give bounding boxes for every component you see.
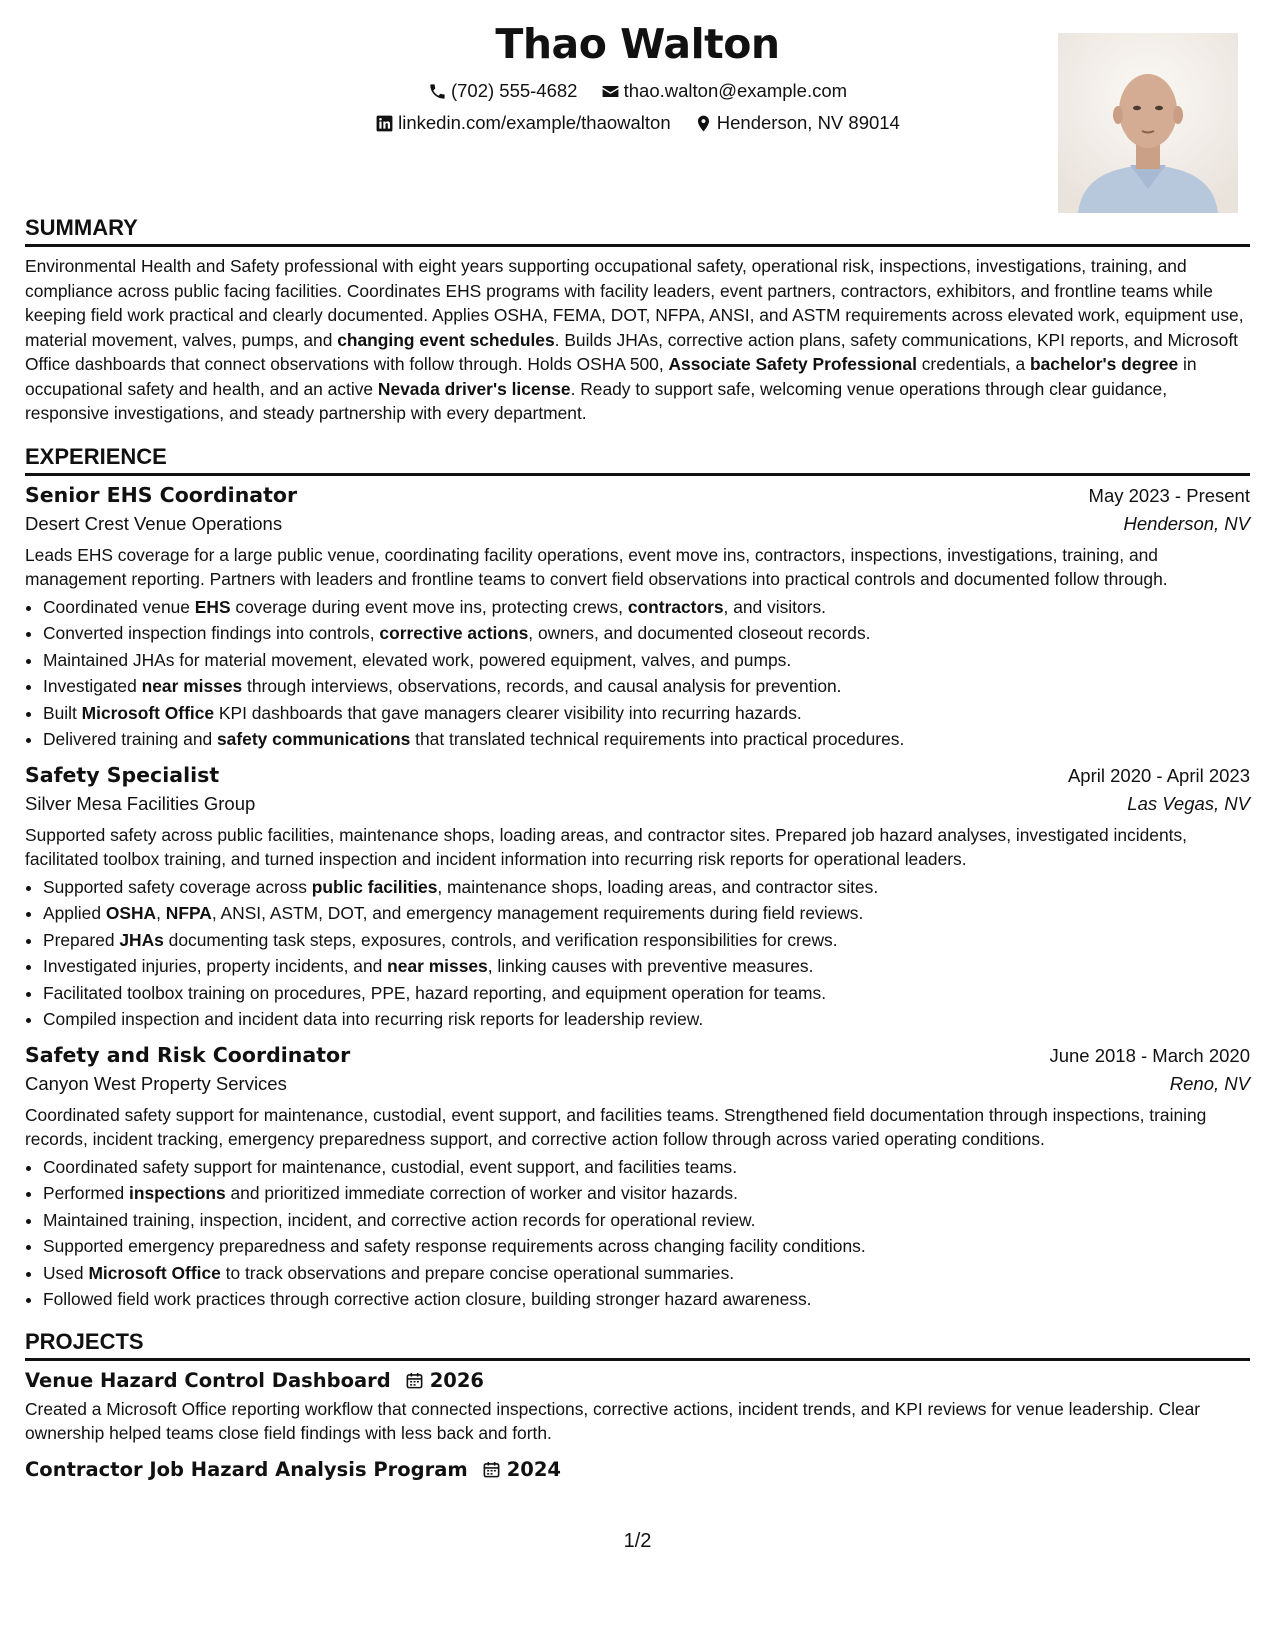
job-entry (25, 763, 1250, 1033)
bold-phrase: Nevada driver's license (377, 378, 571, 399)
job-bullet: • Investigated injuries, property incidents, and near misses, linking causes with preventive measures. (43, 953, 1250, 980)
resume-header (25, 0, 1250, 215)
bold-phrase: changing event schedules (337, 329, 555, 350)
page-number: 1/2 (623, 1530, 652, 1552)
location-text: Henderson, NV 89014 (716, 112, 900, 133)
job-bullet: • Supported emergency preparedness and safety response requirements across changing facility conditions. (43, 1233, 1250, 1260)
job-bullet: • Applied OSHA, NFPA, ANSI, ASTM, DOT, and emergency management requirements during field reviews. (43, 900, 1250, 927)
job-bullet: • Performed inspections and prioritized immediate correction of worker and visitor hazards. (43, 1180, 1250, 1207)
project-year: 2024 (506, 1457, 561, 1481)
linkedin-icon (375, 114, 394, 133)
summary-section (25, 215, 1250, 426)
summary-heading: SUMMARY (25, 215, 1250, 247)
contact-phone (428, 80, 578, 102)
bold-phrase: contractors (627, 596, 724, 617)
job-description: Supported safety across public facilities, maintenance shops, loading areas, and contractor sites. Prepared job hazard analyses, investigated incidents, facilitated toolbox training, and turned inspection and incident information into recurring risk reports for operational leaders. (25, 824, 1187, 869)
project-header (25, 1369, 1250, 1392)
job-bullet: • Coordinated safety support for maintenance, custodial, event support, and facilities teams. (43, 1154, 1250, 1181)
envelope-icon (601, 82, 620, 101)
job-dates: June 2018 - March 2020 (1049, 1044, 1250, 1066)
job-location: Reno, NV (1169, 1072, 1250, 1094)
job-bullets (25, 594, 1250, 753)
bold-phrase: OSHA (105, 903, 157, 923)
job-subheader (25, 1073, 1250, 1095)
contact-location (694, 112, 900, 134)
summary-text: Environmental Health and Safety professional with eight years supporting occupational safety, operational risk, inspections, investigations, training, and compliance across public facing facilities. Coordinates EHS programs with facility leaders, event partners, contractors, exhibitors, and frontline teams while keeping field work practical and clearly documented. Applies OSHA, FEMA, DOT, NFPA, ANSI, and ASTM requirements across elevated work, equipment use, material movement, valves, pumps, and changing event schedules. Builds JHAs, corrective action plans, safety communications, KPI reports, and Microsoft Office dashboards that connect observations with follow through. Holds OSHA 500, Associate Safety Professional credentials, a bachelor's degree in occupational safety and health, and an active Nevada driver's license. Ready to support safe, welcoming venue operations through clear guidance, responsive investigations, and steady partnership with every department. (25, 256, 1244, 423)
bold-phrase: safety communications (217, 729, 411, 749)
job-bullet: • Followed field work practices through corrective action closure, building stronger hazard awareness. (43, 1286, 1250, 1313)
job-bullet: • Delivered training and safety communications that translated technical requirements into practical procedures. (43, 726, 1250, 753)
job-bullet: • Facilitated toolbox training on procedures, PPE, hazard reporting, and equipment operation for teams. (43, 980, 1250, 1007)
project-name: Contractor Job Hazard Analysis Program (25, 1457, 468, 1481)
project-header (25, 1458, 1250, 1481)
job-description: Coordinated safety support for maintenance, custodial, event support, and facilities teams. Strengthened field documentation through inspections, training records, incident tracking, emergency preparedness support, and corrective action follow through across varied operating conditions. (25, 1104, 1207, 1149)
job-title: Safety and Risk Coordinator (25, 1042, 351, 1067)
bold-phrase: near misses (141, 676, 243, 696)
job-company: Silver Mesa Facilities Group (25, 792, 256, 814)
job-company: Canyon West Property Services (25, 1072, 287, 1094)
candidate-name: Thao Walton (495, 20, 780, 68)
job-bullet: • Used Microsoft Office to track observations and prepare concise operational summaries. (43, 1260, 1250, 1287)
resume-page (25, 0, 1250, 1650)
phone-number: (702) 555-4682 (450, 80, 578, 101)
bold-phrase: corrective actions (379, 623, 529, 643)
bold-phrase: NFPA (165, 903, 212, 923)
project-name: Venue Hazard Control Dashboard (25, 1368, 391, 1392)
project-description: Created a Microsoft Office reporting workflow that connected inspections, corrective actions, incident trends, and KPI reviews for venue leadership. Clear ownership helped teams close field findings with less back and forth. (25, 1398, 1201, 1443)
job-bullets (25, 874, 1250, 1033)
job-subheader (25, 793, 1250, 815)
contact-email[interactable] (601, 80, 847, 102)
job-location: Henderson, NV (1123, 512, 1250, 534)
contact-linkedin[interactable] (375, 112, 671, 134)
profile-photo (1058, 33, 1238, 213)
projects-heading: PROJECTS (25, 1329, 1250, 1361)
job-dates: April 2020 - April 2023 (1067, 764, 1250, 786)
job-header (25, 483, 1250, 507)
bold-phrase: Microsoft Office (88, 1262, 221, 1283)
project-entry (25, 1458, 1250, 1481)
linkedin-url[interactable]: linkedin.com/example/thaowalton (398, 112, 671, 133)
experience-section (25, 444, 1250, 1313)
project-entry (25, 1369, 1250, 1446)
bold-phrase: Microsoft Office (81, 702, 215, 723)
job-header (25, 763, 1250, 787)
job-bullet: • Investigated near misses through interviews, observations, records, and causal analysis for prevention. (43, 673, 1250, 700)
calendar-icon (405, 1371, 424, 1390)
job-title: Safety Specialist (25, 762, 220, 787)
job-dates: May 2023 - Present (1088, 484, 1250, 506)
job-bullet: • Maintained JHAs for material movement, elevated work, powered equipment, valves, and pumps. (43, 647, 1250, 674)
job-bullet: • Coordinated venue EHS coverage during event move ins, protecting crews, contractors, and visitors. (43, 594, 1250, 621)
job-location: Las Vegas, NV (1127, 792, 1250, 814)
projects-section (25, 1329, 1250, 1481)
email-address[interactable]: thao.walton@example.com (623, 80, 848, 101)
job-entry (25, 483, 1250, 753)
bold-phrase: near misses (387, 956, 488, 976)
job-entry (25, 1043, 1250, 1313)
job-company: Desert Crest Venue Operations (25, 512, 283, 534)
job-bullet: • Converted inspection findings into controls, corrective actions, owners, and documented closeout records. (43, 620, 1250, 647)
job-description: Leads EHS coverage for a large public venue, coordinating facility operations, event move ins, contractors, inspections, investigations, training, and management reporting. Partners with leaders and frontline teams to convert field observations into practical controls and documented follow through. (25, 544, 1168, 589)
bold-phrase: JHAs (119, 929, 164, 950)
bold-phrase: public facilities (311, 876, 438, 897)
bold-phrase: bachelor's degree (1030, 354, 1179, 374)
job-header (25, 1043, 1250, 1067)
job-bullet: • Supported safety coverage across public facilities, maintenance shops, loading areas, and contractor sites. (43, 874, 1250, 901)
bold-phrase: Associate Safety Professional (668, 354, 917, 374)
experience-heading: EXPERIENCE (25, 444, 1250, 476)
bold-phrase: EHS (194, 596, 231, 617)
map-pin-icon (694, 114, 713, 133)
job-bullet: • Built Microsoft Office KPI dashboards that gave managers clearer visibility into recurring hazards. (43, 700, 1250, 727)
job-bullet: • Prepared JHAs documenting task steps, exposures, controls, and verification responsibilities for crews. (43, 927, 1250, 954)
project-year: 2026 (429, 1368, 484, 1392)
job-bullet: • Maintained training, inspection, incident, and corrective action records for operational review. (43, 1207, 1250, 1234)
job-bullets (25, 1154, 1250, 1313)
bold-phrase: inspections (129, 1183, 226, 1203)
phone-icon (428, 82, 447, 101)
job-subheader (25, 513, 1250, 535)
calendar-icon (482, 1460, 501, 1479)
job-title: Senior EHS Coordinator (25, 482, 298, 507)
job-bullet: • Compiled inspection and incident data into recurring risk reports for leadership review. (43, 1006, 1250, 1033)
